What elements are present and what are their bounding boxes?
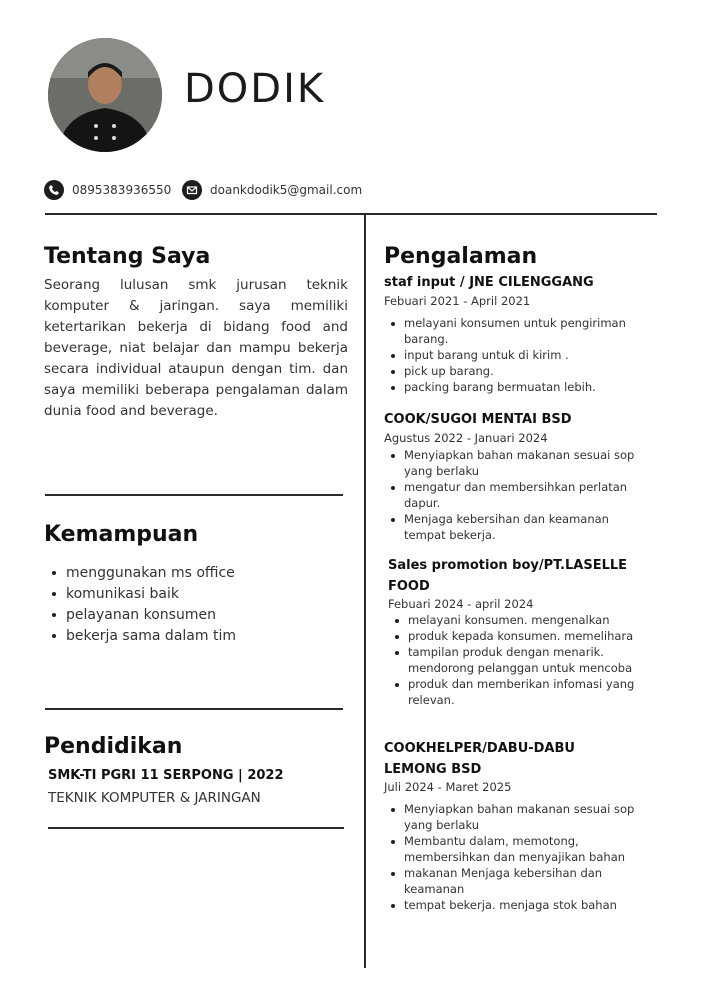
job-duties — [384, 447, 654, 543]
job-date: Febuari 2024 - april 2024 — [388, 597, 534, 611]
section-divider — [45, 494, 343, 496]
job-duties — [384, 315, 644, 395]
list-item: tampilan produk dengan menarik. mendorong pelanggan untuk mencoba — [388, 644, 664, 676]
section-divider — [48, 827, 344, 829]
list-item: mengatur dan membersihkan perlatan dapur. — [384, 479, 654, 511]
list-item: komunikasi baik — [44, 583, 236, 604]
email-contact — [182, 180, 362, 200]
list-item: packing barang bermuatan lebih. — [384, 379, 644, 395]
skills-list — [44, 562, 236, 646]
skills-heading: Kemampuan — [44, 522, 199, 547]
phone-icon — [44, 180, 64, 200]
job-date: Juli 2024 - Maret 2025 — [384, 780, 512, 794]
job-duties — [384, 801, 650, 913]
about-text: Seorang lulusan smk jurusan teknik komputer & jaringan. saya memiliki ketertarikan bekerja di bidang food and beverage, niat belajar dan mampu bekerja secara individual ataupun dengan tim. dan saya memiliki beberapa pengalaman dalam dunia food and beverage. — [44, 277, 348, 419]
job-title: COOK/SUGOI MENTAI BSD — [384, 412, 572, 427]
section-divider — [45, 708, 343, 710]
job-title: staf input / JNE CILENGGANG — [384, 275, 594, 290]
list-item: makanan Menjaga kebersihan dan keamanan — [384, 865, 650, 897]
list-item: pelayanan konsumen — [44, 604, 236, 625]
job-title: Sales promotion boy/PT.LASELLE FOOD — [388, 558, 628, 594]
mail-icon — [182, 180, 202, 200]
education-major: TEKNIK KOMPUTER & JARINGAN — [48, 790, 261, 806]
phone-contact — [44, 180, 171, 200]
email-address: doankdodik5@gmail.com — [210, 183, 363, 197]
job-duties — [388, 612, 664, 708]
phone-number: 0895383936550 — [72, 183, 172, 197]
profile-photo — [48, 38, 162, 152]
job-date: Febuari 2021 - April 2021 — [384, 294, 531, 308]
list-item: tempat bekerja. menjaga stok bahan — [384, 897, 650, 913]
list-item: Menjaga kebersihan dan keamanan tempat bekerja. — [384, 511, 654, 543]
column-divider — [364, 214, 366, 968]
header-divider — [45, 213, 657, 215]
job-title: COOKHELPER/DABU-DABU LEMONG BSD — [384, 741, 575, 777]
education-school: SMK-TI PGRI 11 SERPONG | 2022 — [48, 768, 284, 783]
avatar — [48, 38, 162, 152]
education-heading: Pendidikan — [44, 734, 183, 759]
list-item: input barang untuk di kirim . — [384, 347, 644, 363]
list-item: melayani konsumen. mengenalkan — [388, 612, 664, 628]
list-item: produk dan memberikan infomasi yang relevan. — [388, 676, 664, 708]
list-item: menggunakan ms office — [44, 562, 236, 583]
job-date: Agustus 2022 - Januari 2024 — [384, 431, 548, 445]
about-heading: Tentang Saya — [44, 244, 211, 269]
page-title: DODIK — [184, 66, 326, 112]
list-item: Menyiapkan bahan makanan sesuai sop yang berlaku — [384, 447, 654, 479]
list-item: produk kepada konsumen. memelihara — [388, 628, 664, 644]
list-item: Membantu dalam, memotong, membersihkan dan menyajikan bahan — [384, 833, 650, 865]
list-item: Menyiapkan bahan makanan sesuai sop yang berlaku — [384, 801, 650, 833]
list-item: pick up barang. — [384, 363, 644, 379]
list-item: bekerja sama dalam tim — [44, 625, 236, 646]
experience-heading: Pengalaman — [384, 244, 538, 269]
list-item: melayani konsumen untuk pengiriman barang. — [384, 315, 644, 347]
